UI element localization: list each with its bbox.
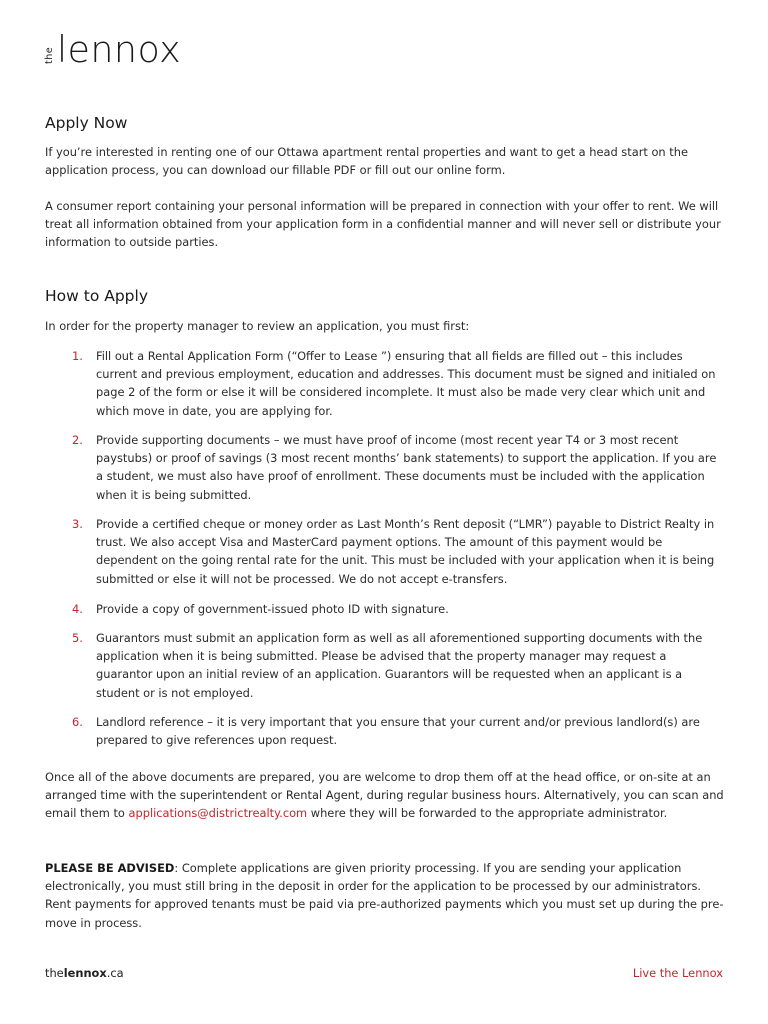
list-item-text: Provide a copy of government-issued photo ID with signature. <box>96 602 449 616</box>
list-number: 6. <box>72 715 83 729</box>
closing-paragraph <box>45 768 725 823</box>
advisory-text: : Complete applications are given priority processing. If you are sending your application electronically, you must still bring in the deposit in order for the application to be processed by our administrators. Rent payments for approved tenants must be paid via pre-authorized payments which you must set up during the pre-move in process. <box>45 861 724 930</box>
footer-site-bold: lennox <box>63 966 107 980</box>
footer-tagline: Live the Lennox <box>632 966 723 980</box>
apply-now-paragraph-2: A consumer report containing your personal information will be prepared in connection with your offer to rent. We will treat all information obtained from your application form in a confidential manner and will never sell or distribute your information to outside parties. <box>45 199 721 250</box>
list-item-text: Provide supporting documents – we must have proof of income (most recent year T4 or 3 most recent paystubs) or proof of savings (3 most recent months’ bank statements) to support the application. If you are a student, we must also have proof of enrollment. These documents must be included with the application when it is being submitted. <box>96 433 717 502</box>
footer-site-url <box>45 965 124 981</box>
apply-now-paragraph-1: If you’re interested in renting one of our Ottawa apartment rental properties and want to get a head start on the application process, you can download our fillable PDF or fill out our online form. <box>45 145 688 178</box>
advisory-paragraph <box>45 859 725 932</box>
closing-text-before: Once all of the above documents are prepared, you are welcome to drop them off at the head office, or on-site at an arranged time with the superintendent or Rental Agent, during regular business hours. Alternatively, you can scan and email them to <box>45 770 724 821</box>
list-number: 4. <box>72 602 83 616</box>
footer-site-suffix: .ca <box>106 966 124 980</box>
list-item-text: Provide a certified cheque or money order as Last Month’s Rent deposit (“LMR”) payable to District Realty in trust. We also accept Visa and MasterCard payment options. The amount of this payment would be dependent on the going rental rate for the unit. This must be included with your application when it is being submitted or else it will not be processed. We do not accept e-transfers. <box>96 517 715 586</box>
apply-now-heading: Apply Now <box>45 114 128 132</box>
footer-site-prefix: the <box>45 966 64 980</box>
list-number: 5. <box>72 631 83 645</box>
list-item-text: Guarantors must submit an application form as well as all aforementioned supporting documents with the application when it is being submitted. Please be advised that the property manager may request a guarantor upon an initial review of an application. Guarantors will be requested when an applicant is a student or is not employed. <box>96 631 703 700</box>
list-number: 2. <box>72 433 83 447</box>
logo-the: the <box>44 46 55 64</box>
applications-email-link[interactable]: applications@districtrealty.com <box>128 806 308 821</box>
advisory-label: PLEASE BE ADVISED <box>45 861 175 875</box>
list-number: 1. <box>72 349 83 363</box>
list-item-text: Landlord reference – it is very important that you ensure that your current and/or previous landlord(s) are prepared to give references upon request. <box>96 715 700 748</box>
closing-text-after: where they will be forwarded to the appropriate administrator. <box>307 806 668 821</box>
how-to-apply-intro: In order for the property manager to review an application, you must first: <box>45 319 470 333</box>
list-item-text: Fill out a Rental Application Form (“Offer to Lease ”) ensuring that all fields are filled out – this includes current and previous employment, education and addresses. This document must be signed and initialed on page 2 of the form or else it will be considered incomplete. It must also be made very clear which unit and which move in date, you are applying for. <box>96 349 716 418</box>
how-to-apply-heading: How to Apply <box>45 287 148 305</box>
list-number: 3. <box>72 517 83 531</box>
logo-wordmark: lennox <box>57 28 182 71</box>
